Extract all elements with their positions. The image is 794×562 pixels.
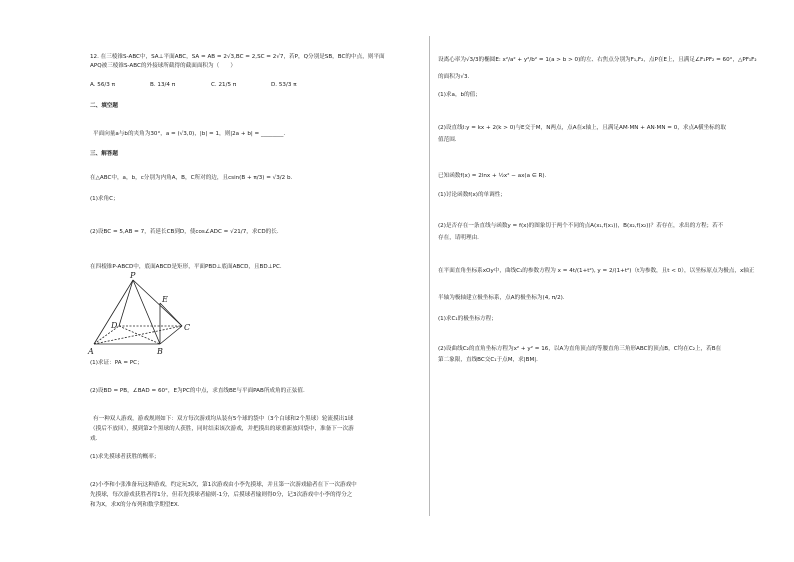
label-p: P [130, 271, 136, 280]
question-17-part2: (2)设BC = 5,AB = 7，若延长CB到D，使cos∠ADC = √21/7，求CD的长. [90, 229, 279, 235]
question-19-line3: 戏. [90, 436, 98, 442]
column-divider [429, 36, 430, 516]
question-22-part2-line2: 第二象限，直线BC交C₁于点M，求|BM|. [438, 357, 538, 363]
question-19-part2-line1: (2)小李和小张准备玩这种游戏，约定玩3次，第1次游戏由小李先摸球，并且第一次游戏输者在下一次游戏中 [90, 482, 357, 488]
label-b: B [157, 347, 163, 356]
question-19-line2: （摸后不放回），摸到第2个黑球的人获胜，同时结束该次游戏，并把摸出的球重新放回袋中，准备下一次游 [90, 426, 354, 432]
label-c: C [184, 323, 191, 332]
question-17-part1: (1)求角C； [90, 196, 119, 202]
question-21-part1: (1)讨论函数f(x)的单调性； [438, 192, 506, 198]
question-12-line1: 12. 在三棱锥S-ABC中，SA⊥平面ABC，SA = AB = 2√3,BC = 2,SC = 2√7，若P，Q分别是SB，BC的中点，则平面 [90, 54, 385, 60]
option-a: A. 56/3 π [90, 82, 115, 88]
question-12-line2: APQ被三棱锥S-ABC的外接球所截得的截面面积为（ ） [90, 63, 236, 69]
question-20-part2-line2: 值范围. [438, 137, 457, 143]
question-18-part1: (1)求证：PA = PC； [90, 360, 143, 366]
label-e: E [162, 295, 168, 304]
question-22-part2-line1: (2)设曲线C₂的直角坐标方程为x² + y² = 16，以A为直角顶点的等腰直角三角形ABC的顶点B，C均在C₂上，若B在 [438, 346, 722, 352]
pyramid-figure [86, 270, 196, 356]
option-c: C. 21/5 π [211, 82, 237, 88]
label-d: D [111, 321, 118, 330]
question-20-line2: 的面积为√3. [438, 74, 470, 80]
question-20-line1: 设离心率为√3/3的椭圆E: x²/a² + y²/b² = 1(a > b > 0)的左、右焦点分别为F₁,F₂，点P在E上，且满足∠F₁PF₂ = 60°，△PF₁F₂ [438, 57, 757, 63]
section-fill-heading: 二、填空题 [90, 103, 118, 109]
question-19-part2-line3: 和为X，求X的分布列和数学期望EX. [90, 502, 180, 508]
question-21-part2-line2: 存在，请明理由. [438, 235, 479, 241]
option-b: B. 13/4 π [150, 82, 176, 88]
section-answer-heading: 三、解答题 [90, 151, 118, 157]
question-19-part2-line2: 先摸球，每次游戏获胜者得1分，但若先摸球者输则-1分，后摸球者输则得0分，记3次游戏中小李的得分之 [90, 492, 353, 498]
question-18-stem: 在四棱锥P-ABCD中，底面ABCD是矩形，平面PBD⊥底面ABCD，且BD⊥PC. [90, 264, 282, 270]
option-d: D. 53/3 π [271, 82, 297, 88]
question-22-line2: 半轴为极轴建立极坐标系，点A的极坐标为(4, π/2). [438, 295, 565, 301]
question-20-part1: (1)求a，b的值； [438, 92, 481, 98]
label-a: A [88, 347, 94, 356]
question-19-part1: (1)求先摸球者获胜的概率； [90, 454, 160, 460]
question-19-line1: 有一种双人游戏，游戏规则如下：双方每次游戏均从装有5个球的袋中（3个白球和2个黑球）轮流摸出1球 [93, 416, 354, 422]
question-21-stem: 已知函数f(x) = 2lnx + ½x² − ax(a ∈ R). [438, 173, 547, 179]
question-17-stem: 在△ABC中，a，b，c分别为内角A，B，C所对的边，且csin(B + π/3) = √3/2 b. [90, 175, 293, 181]
question-21-part2-line1: (2)是否存在一条直线与函数y = f(x)的图象切于两个不同的点A(x₁,f(x₁))，B(x₂,f(x₂))？若存在，求出的方程；若不 [438, 223, 724, 229]
question-22-line1: 在平面直角坐标系xOy中，曲线C₁的参数方程为 x = 4t/(1+t²), y = 2/(1+t²)（t为参数，且t < 0），以坐标原点为极点，x轴正 [438, 268, 755, 274]
question-18-part2: (2)设BD = PB，∠BAD = 60°，E为PC的中点，求直线BE与平面PAB所成角的正弦值. [90, 388, 305, 394]
question-20-part2-line1: (2)设直线l:y = kx + 2(k > 0)与E交于M，N两点，点A在x轴上，且满足AM·MN + AN·MN = 0，求点A横坐标的取 [438, 125, 726, 131]
question-22-part1: (1)求C₁的极坐标方程； [438, 316, 497, 322]
fill-question: 平面向量a与b的夹角为30°，a = (√3,0)，|b| = 1，则|2a + b| = ________. [93, 131, 286, 137]
